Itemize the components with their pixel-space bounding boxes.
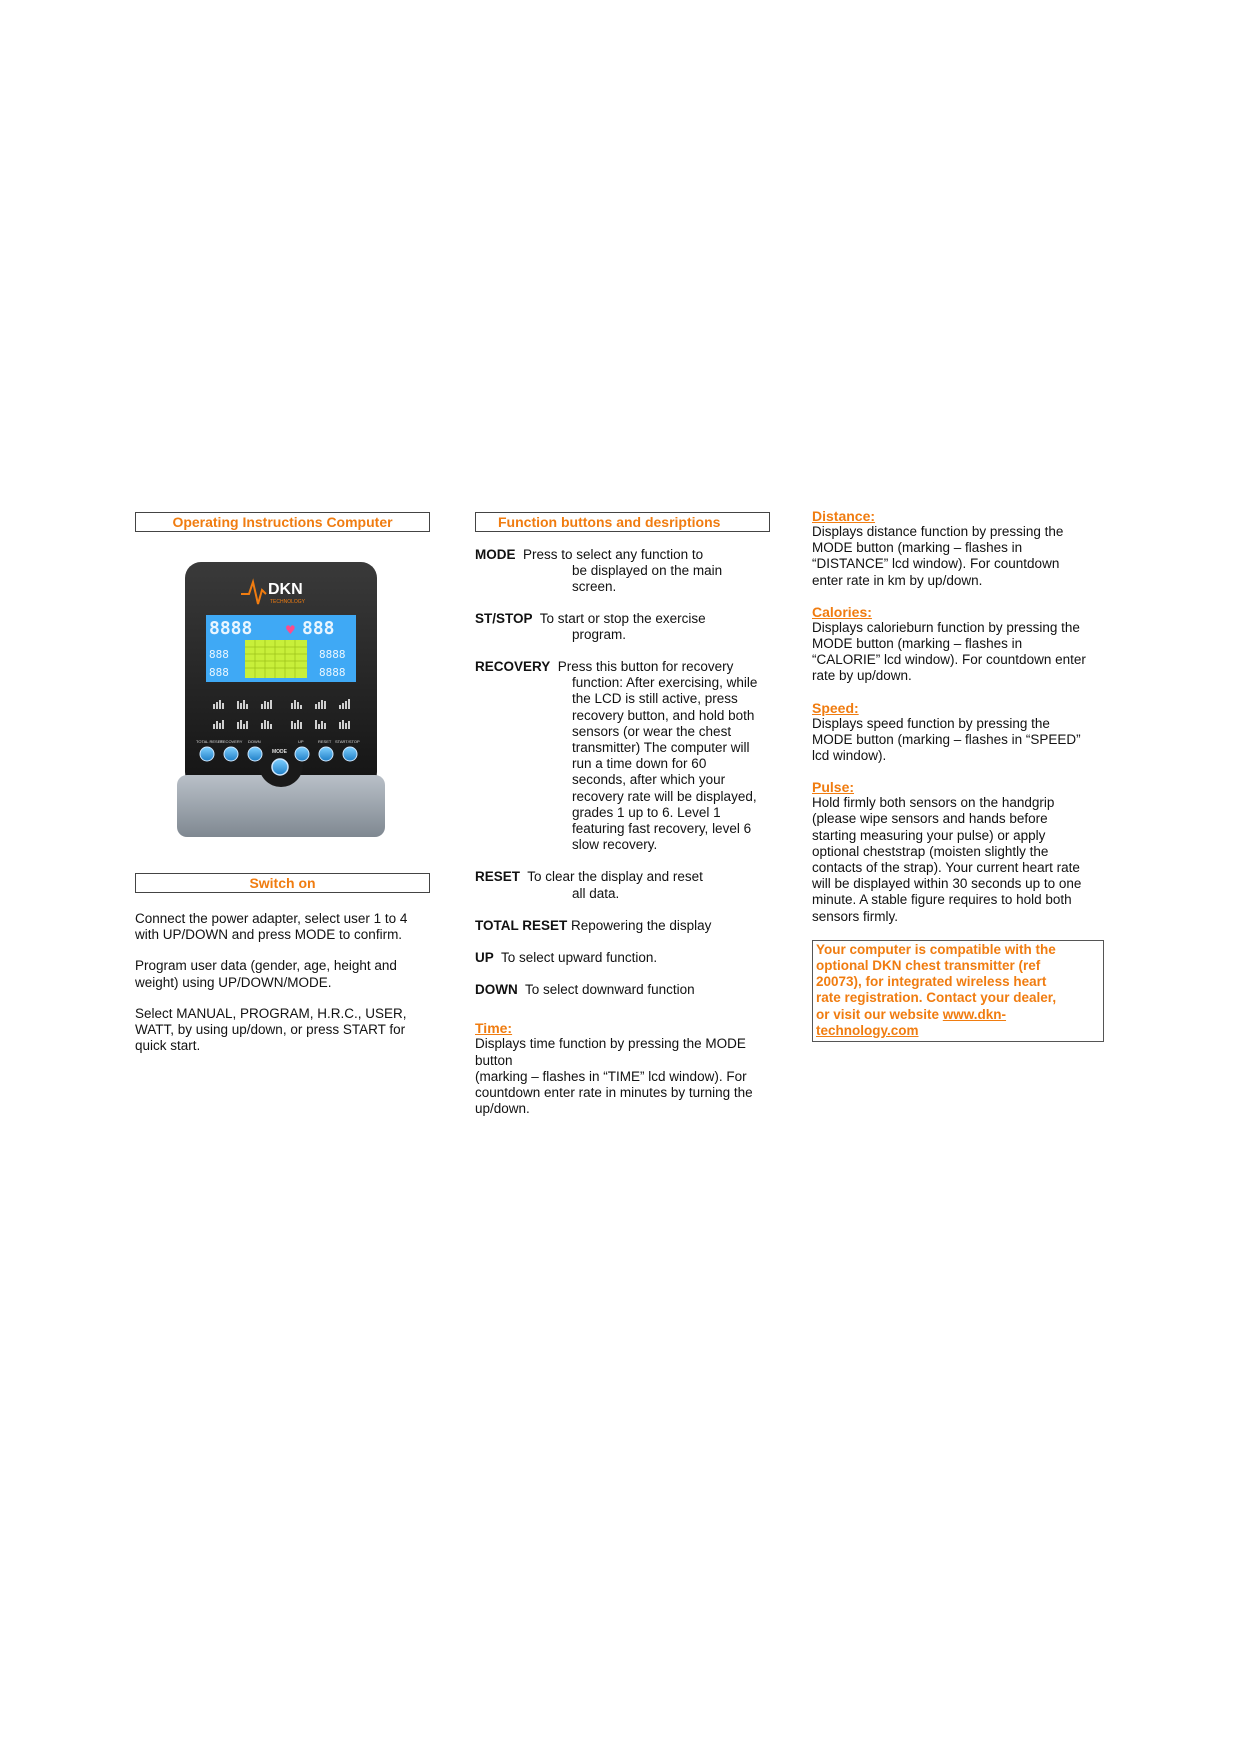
operating-instructions-heading: Operating Instructions Computer (135, 512, 430, 532)
reset-key: RESET (475, 869, 521, 885)
recovery-button[interactable] (224, 747, 238, 761)
text-line: “DISTANCE” lcd window). For countdown (812, 556, 1060, 572)
text-line: run a time down for 60 (572, 756, 707, 772)
label-total-reset: TOTAL RESET (196, 739, 223, 744)
brand-logo-text: DKN (268, 581, 303, 598)
text-line: with UP/DOWN and press MODE to confirm. (135, 927, 403, 943)
switch-on-paragraph-3 (135, 1006, 430, 1055)
column-function-buttons (475, 512, 770, 1117)
text-line: enter rate in km by up/down. (812, 572, 983, 588)
text-line: grades 1 up to 6. Level 1 (572, 804, 721, 820)
text-line: Select MANUAL, PROGRAM, H.R.C., USER, (135, 1005, 407, 1021)
down-key: DOWN (475, 982, 518, 998)
text-line: function: After exercising, while (572, 675, 758, 691)
text-line: slow recovery. (572, 837, 658, 853)
reset-button[interactable] (319, 747, 333, 761)
total-reset-button[interactable] (200, 747, 214, 761)
up-description (475, 950, 770, 966)
mode-key: MODE (475, 547, 516, 562)
text-line: Hold firmly both sensors on the handgrip (812, 795, 1055, 811)
text-line: Press this button for recovery (557, 659, 734, 675)
text-line: minute. A stable figure requires to hold both (812, 892, 1072, 908)
label-up: UP (298, 739, 304, 744)
up-key: UP (475, 950, 494, 966)
text-line: Displays distance function by pressing the (812, 524, 1064, 539)
down-button[interactable] (248, 747, 262, 761)
start-stop-button[interactable] (343, 747, 357, 761)
mode-description (475, 547, 770, 596)
text-line: screen. (572, 579, 617, 595)
reset-description (475, 869, 770, 901)
ststop-description (475, 611, 770, 643)
computer-console-illustration (175, 560, 387, 840)
time-section (475, 1020, 770, 1117)
text-line: sensors firmly. (812, 908, 899, 924)
text-line: or visit our website (816, 1006, 943, 1022)
website-link[interactable]: www.dkn- (942, 1006, 1007, 1022)
recovery-description (475, 659, 770, 853)
switch-on-paragraph-1 (135, 911, 430, 943)
switch-on-heading: Switch on (135, 873, 430, 893)
text-line: Repowering the display (571, 917, 712, 933)
distance-section (812, 508, 1112, 589)
heart-icon: ♥ (285, 623, 296, 637)
function-buttons-heading: Function buttons and desriptions (475, 512, 770, 532)
text-line: lcd window). (812, 748, 887, 764)
text-line: rate registration. Contact your dealer, (816, 990, 1057, 1006)
text-line: optional DKN chest transmitter (ref (816, 958, 1041, 974)
text-line: quick start. (135, 1038, 201, 1054)
distance-heading: Distance: (812, 508, 876, 524)
ststop-key: ST/STOP (475, 610, 533, 626)
calories-section (812, 604, 1112, 685)
text-line: Displays speed function by pressing the (812, 715, 1050, 731)
label-reset: RESET (318, 739, 332, 744)
text-line: To clear the display and reset (527, 869, 703, 885)
calories-heading: Calories: (812, 603, 872, 620)
mode-button[interactable] (272, 759, 288, 775)
text-line: 20073), for integrated wireless heart (816, 974, 1047, 990)
lcd-left-readout: 8888 (209, 618, 253, 639)
label-start-stop: START/STOP (335, 739, 360, 744)
text-line: rate by up/down. (812, 668, 912, 684)
text-line: transmitter) The computer will (572, 740, 750, 756)
text-line: the LCD is still active, press (572, 691, 738, 707)
up-button[interactable] (295, 747, 309, 761)
speed-heading: Speed: (812, 699, 859, 716)
text-line: Your computer is compatible with the (816, 941, 1056, 957)
text-line: To select downward function (525, 982, 695, 998)
label-down: DOWN (248, 739, 261, 744)
text-line: contacts of the strap). Your current heart rate (812, 860, 1080, 876)
text-line: all data. (572, 885, 620, 901)
text-line: Connect the power adapter, select user 1 to 4 (135, 911, 408, 926)
text-line: be displayed on the main (572, 563, 723, 579)
lcd-right-readout: 888 (302, 618, 335, 639)
svg-text:888: 888 (209, 666, 229, 679)
column-operating-instructions (135, 512, 430, 532)
pulse-section (812, 779, 1112, 925)
total-reset-key: TOTAL RESET (475, 917, 568, 933)
text-line: Program user data (gender, age, height and (135, 958, 397, 974)
text-line: WATT, by using up/down, or press START for (135, 1022, 406, 1038)
brand-sub-text: TECHNOLOGY (270, 599, 306, 605)
recovery-key: RECOVERY (475, 659, 551, 675)
down-description (475, 982, 770, 998)
text-line: up/down. (475, 1101, 530, 1117)
text-line: (please wipe sensors and hands before (812, 811, 1048, 827)
website-link-continued[interactable]: technology.com (816, 1022, 919, 1038)
text-line: Displays calorieburn function by pressing the (812, 619, 1080, 635)
text-line: countdown enter rate in minutes by turning the (475, 1085, 753, 1101)
total-reset-description (475, 918, 770, 934)
text-line: To start or stop the exercise (539, 610, 706, 626)
text-line: button (475, 1052, 513, 1068)
text-line: Press to select any function to (523, 547, 704, 562)
text-line: optional cheststrap (moisten slightly the (812, 843, 1049, 859)
label-mode: MODE (272, 749, 287, 755)
switch-on-paragraph-2 (135, 958, 430, 990)
text-line: will be displayed within 30 seconds up to one (812, 876, 1082, 892)
text-line: weight) using UP/DOWN/MODE. (135, 974, 332, 990)
text-line: MODE button (marking – flashes in (812, 540, 1023, 556)
text-line: recovery rate will be displayed, (572, 788, 757, 804)
text-line: Displays time function by pressing the MODE (475, 1036, 746, 1052)
text-line: seconds, after which your (572, 772, 726, 788)
switch-on-section (135, 873, 430, 1054)
svg-text:888: 888 (209, 648, 229, 661)
svg-text:8888: 8888 (319, 666, 346, 679)
text-line: starting measuring your pulse) or apply (812, 827, 1046, 843)
svg-text:8888: 8888 (319, 648, 346, 661)
time-heading: Time: (475, 1020, 513, 1037)
chest-transmitter-note (812, 940, 1104, 1042)
label-recovery: RECOVERY (220, 739, 243, 744)
text-line: sensors (or wear the chest (572, 723, 732, 739)
pulse-heading: Pulse: (812, 779, 855, 796)
lcd-profile-grid (245, 640, 307, 678)
text-line: (marking – flashes in “TIME” lcd window). For (475, 1068, 747, 1084)
text-line: recovery button, and hold both (572, 707, 755, 723)
text-line: MODE button (marking – flashes in “SPEED” (812, 731, 1081, 747)
column-display-functions (812, 508, 1112, 1042)
text-line: MODE button (marking – flashes in (812, 636, 1023, 652)
text-line: program. (572, 626, 627, 642)
text-line: To select upward function. (501, 950, 658, 966)
text-line: “CALORIE” lcd window). For countdown enter (812, 652, 1086, 668)
text-line: featuring fast recovery, level 6 (572, 821, 752, 837)
speed-section (812, 700, 1112, 765)
